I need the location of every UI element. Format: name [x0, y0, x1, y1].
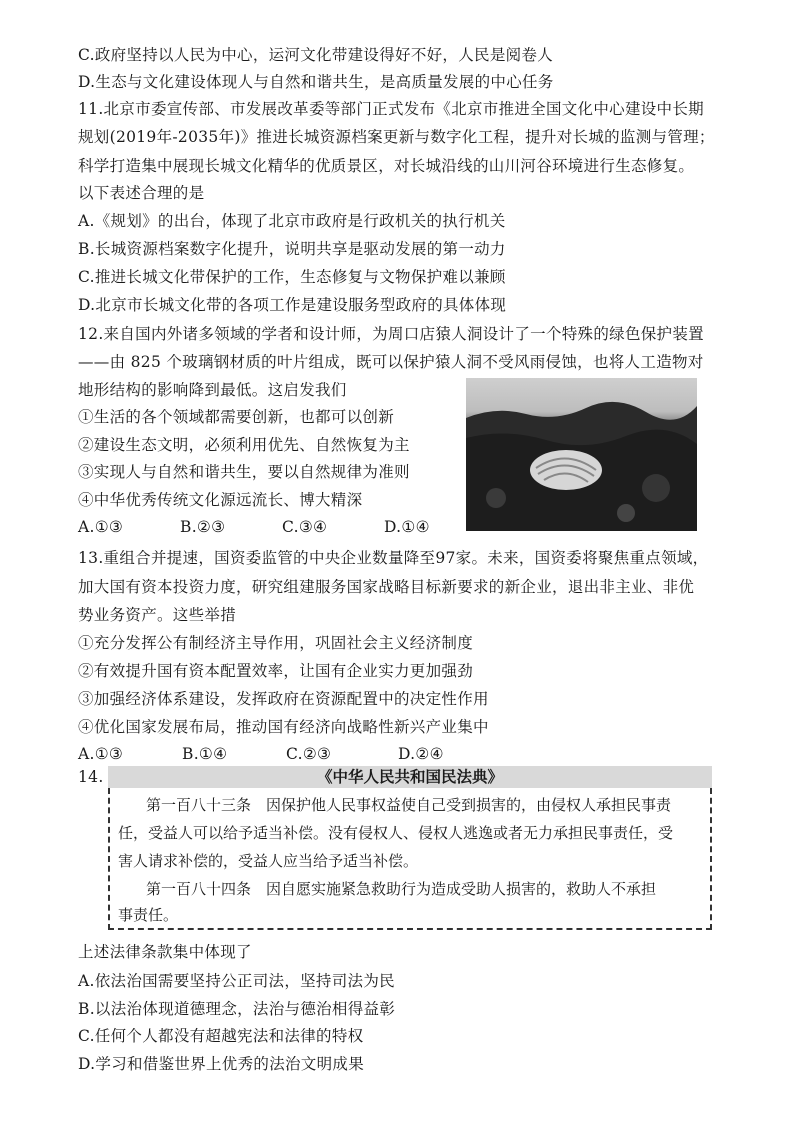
q12-item-3: ③实现人与自然和谐共生，要以自然规律为准则 — [78, 463, 410, 481]
q13-stem-line-3: 势业务资产。这些举措 — [78, 606, 237, 624]
q14-option-c: C.任何个人都没有超越宪法和法律的特权 — [78, 1027, 364, 1045]
q11-option-d: D.北京市长城文化带的各项工作是建设服务型政府的具体体现 — [78, 296, 507, 314]
q13-option-b: B.①④ — [182, 745, 228, 763]
q12-option-b: B.②③ — [180, 518, 226, 536]
q14-stem: 上述法律条款集中体现了 — [78, 943, 252, 961]
law-line-3: 害人请求补偿的，受益人应当给予适当补偿。 — [118, 852, 419, 870]
q11-stem-line-3: 科学打造集中展现长城文化精华的优质景区，对长城沿线的山川河谷环境进行生态修复。 — [78, 157, 695, 175]
q11-option-c: C.推进长城文化带保护的工作，生态修复与文物保护难以兼顾 — [78, 268, 506, 286]
q12-item-1: ①生活的各个领域都需要创新，也都可以创新 — [78, 408, 395, 426]
q12-stem-line-2: ——由 825 个玻璃钢材质的叶片组成，既可以保护猿人洞不受风雨侵蚀，也将人工造物对 — [78, 353, 704, 371]
q12-options — [78, 516, 486, 538]
q13-stem-line-1: 13.重组合并提速，国资委监管的中央企业数量降至97家。未来，国资委将聚焦重点领域， — [78, 549, 709, 567]
q12-item-4: ④中华优秀传统文化源远流长、博大精深 — [78, 491, 363, 509]
q12-stem-line-1: 12.来自国内外诸多领域的学者和设计师，为周口店猿人洞设计了一个特殊的绿色保护装置 — [78, 325, 704, 343]
q12-option-a: A.①③ — [78, 518, 124, 536]
q12-option-d: D.①④ — [384, 518, 430, 536]
law-line-2: 任，受益人可以给予适当补偿。没有侵权人、侵权人逃逸或者无力承担民事责任，受 — [118, 824, 674, 842]
law-line-5: 事责任。 — [118, 906, 179, 924]
law-line-4: 第一百八十四条 因自愿实施紧急救助行为造成受助人损害的，救助人不承担 — [146, 880, 657, 898]
q11-stem-line-4: 以下表述合理的是 — [78, 184, 205, 202]
q12-option-c: C.③④ — [282, 518, 328, 536]
q14-option-b: B.以法治体现道德理念，法治与德治相得益彰 — [78, 1000, 396, 1018]
q13-item-1: ①充分发挥公有制经济主导作用，巩固社会主义经济制度 — [78, 634, 474, 652]
photo-illustration — [466, 378, 697, 531]
q13-item-2: ②有效提升国有资本配置效率，让国有企业实力更加强劲 — [78, 662, 474, 680]
q13-option-c: C.②③ — [286, 745, 332, 763]
q13-option-a: A.①③ — [78, 745, 124, 763]
q11-stem-line-1: 11.北京市委宣传部、市发展改革委等部门正式发布《北京市推进全国文化中心建设中长期 — [78, 100, 704, 118]
q11-option-b: B.长城资源档案数字化提升，说明共享是驱动发展的第一动力 — [78, 240, 506, 258]
q13-item-3: ③加强经济体系建设，发挥政府在资源配置中的决定性作用 — [78, 690, 489, 708]
q13-stem-line-2: 加大国有资本投资力度，研究组建服务国家战略目标新要求的新企业，退出非主业、非优 — [78, 578, 695, 596]
q14-number: 14. — [78, 768, 104, 786]
q10-option-c: C.政府坚持以人民为中心，运河文化带建设得好不好，人民是阅卷人 — [78, 46, 554, 64]
law-line-1: 第一百八十三条 因保护他人民事权益使自己受到损害的，由侵权人承担民事责 — [146, 796, 672, 814]
q11-option-a: A.《规划》的出台，体现了北京市政府是行政机关的执行机关 — [78, 212, 506, 230]
q13-item-4: ④优化国家发展布局，推动国有经济向战略性新兴产业集中 — [78, 718, 489, 736]
q13-option-d: D.②④ — [398, 745, 444, 763]
q10-option-d: D.生态与文化建设体现人与自然和谐共生，是高质量发展的中心任务 — [78, 73, 554, 91]
q12-item-2: ②建设生态文明，必须利用优先、自然恢复为主 — [78, 436, 410, 454]
q13-options — [78, 743, 502, 765]
q14-option-a: A.依法治国需要坚持公正司法，坚持司法为民 — [78, 972, 395, 990]
q12-stem-line-3: 地形结构的影响降到最低。这启发我们 — [78, 381, 347, 399]
q11-stem-line-2: 规划(2019年-2035年)》推进长城资源档案更新与数字化工程，提升对长城的监测与管理； — [78, 128, 715, 146]
protective-structure-photo — [466, 378, 697, 531]
q14-option-d: D.学习和借鉴世界上优秀的法治文明成果 — [78, 1055, 365, 1073]
law-title: 《中华人民共和国民法典》 — [316, 767, 503, 786]
